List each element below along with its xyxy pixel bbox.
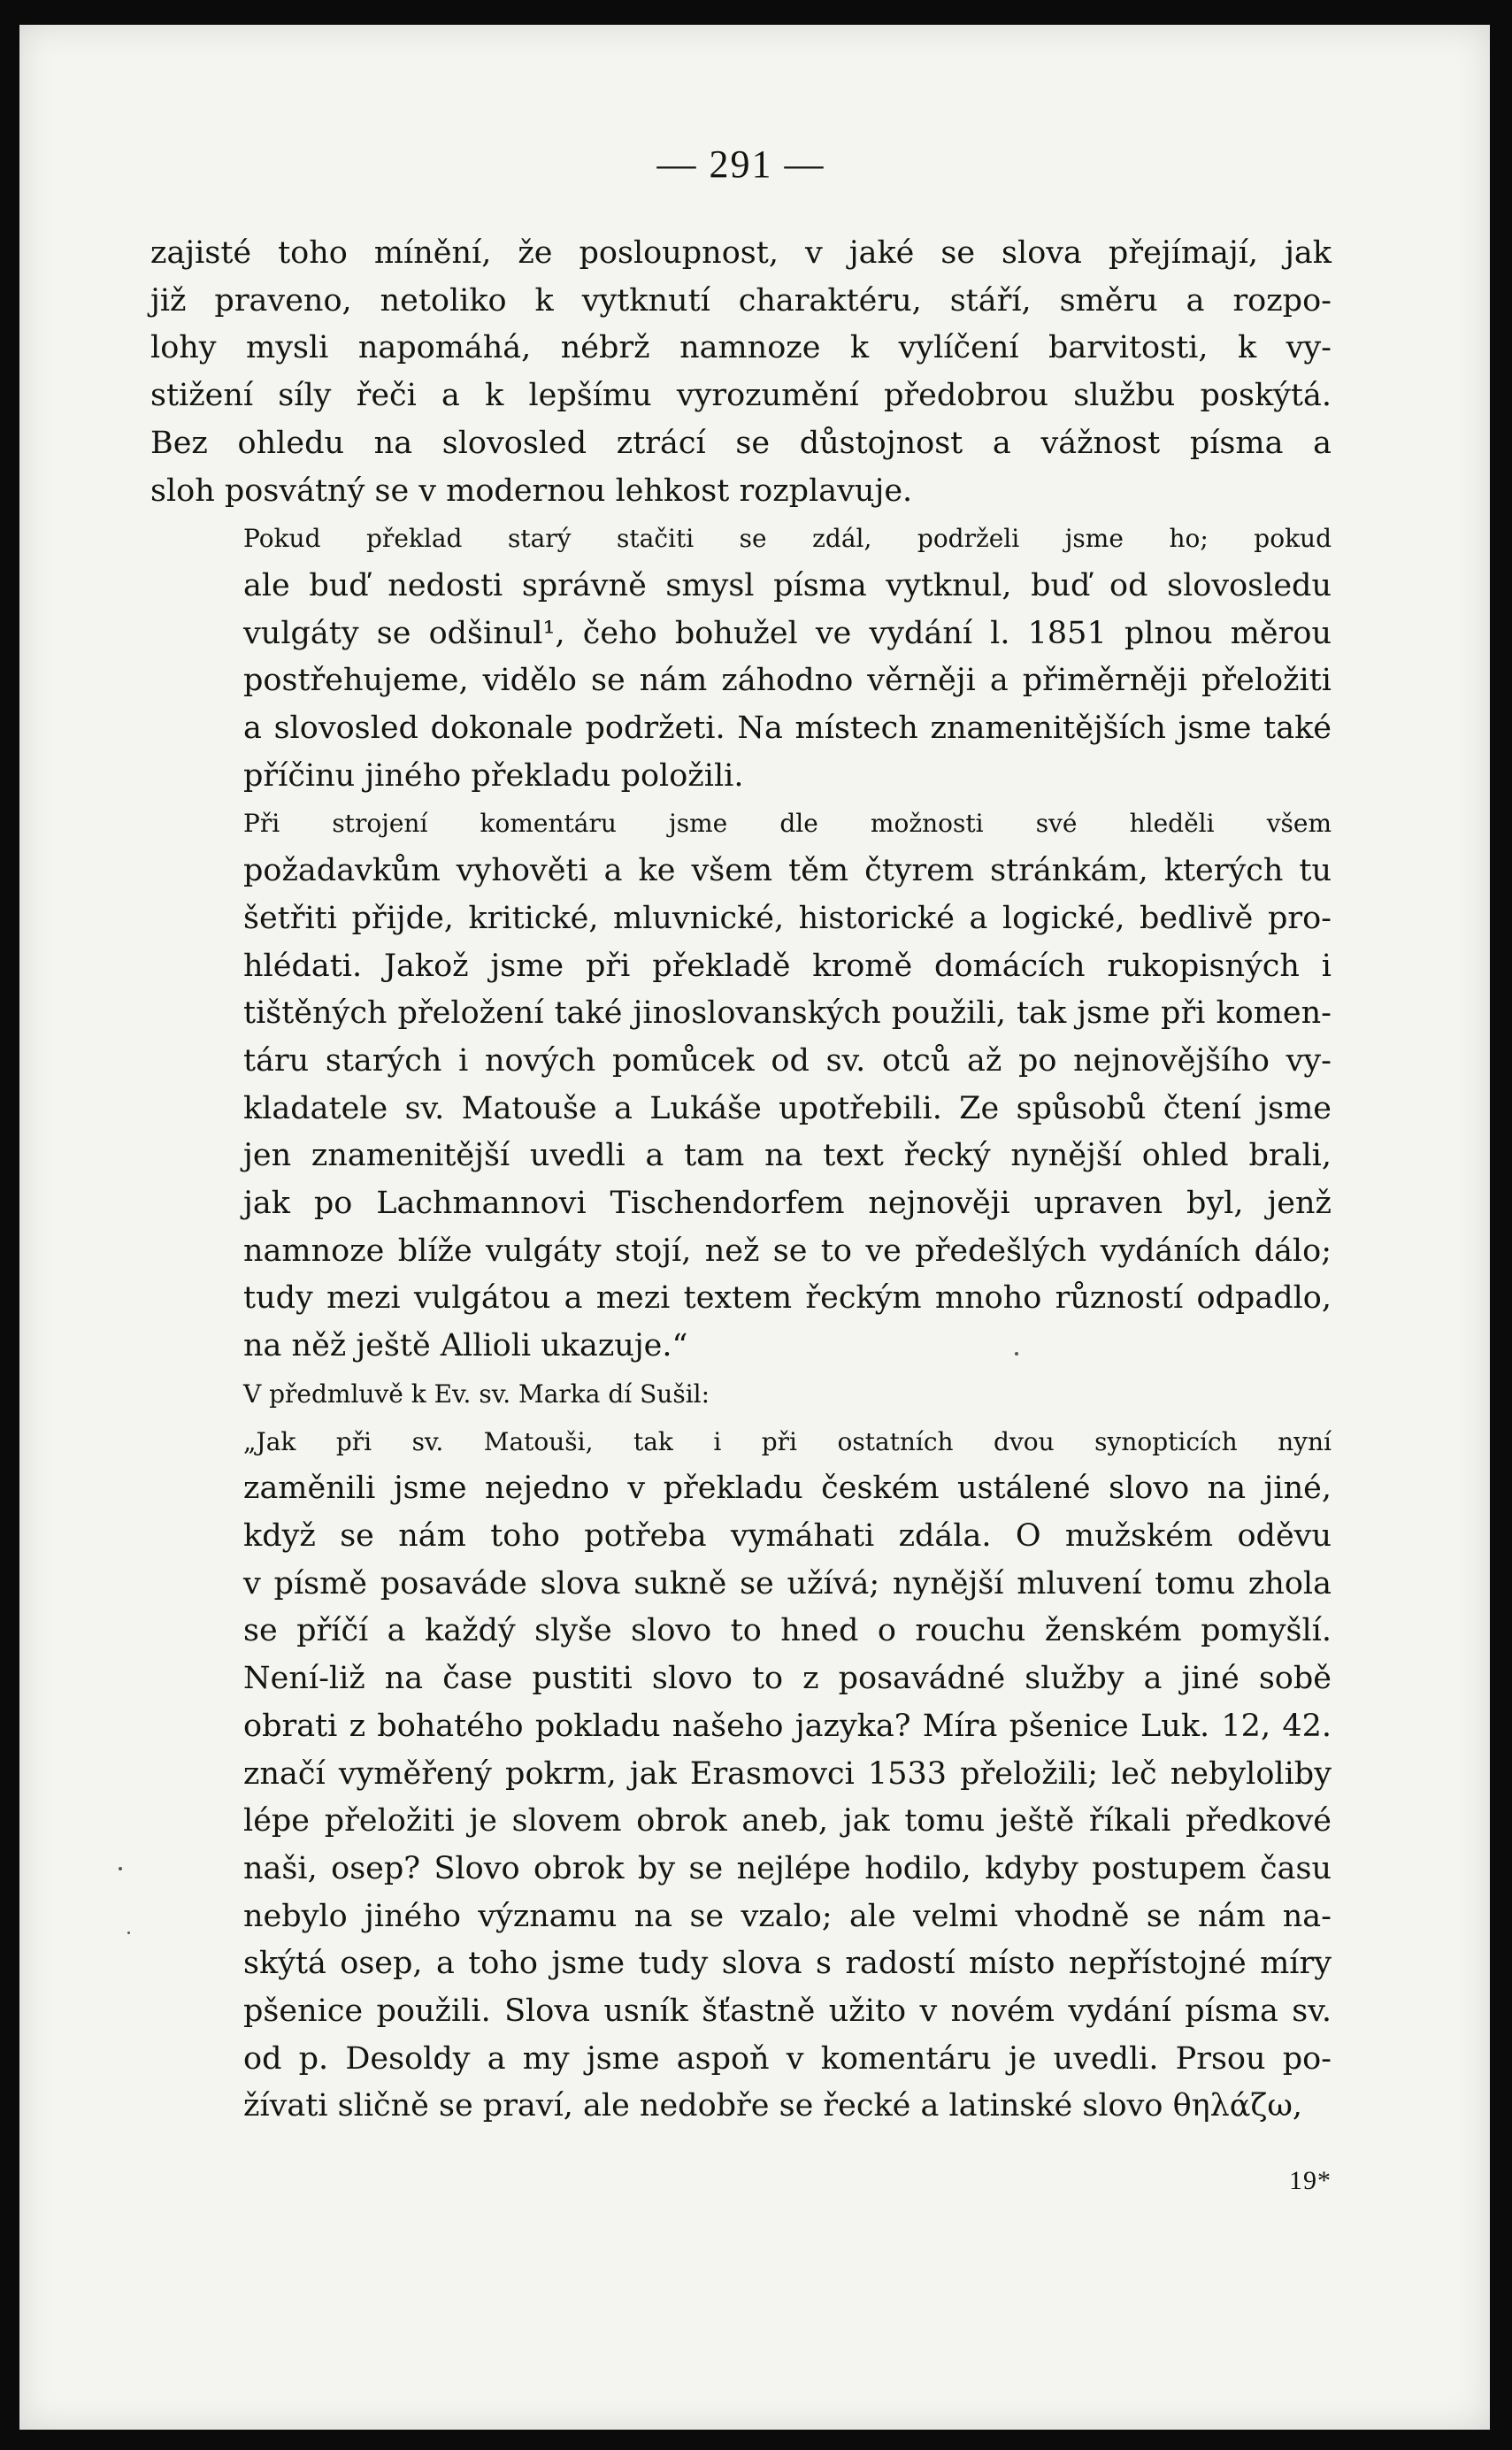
text-line: skýtá osep, a toho jsme tudy slova s radostí místo nepřístojné míry xyxy=(243,1946,1332,1982)
text-line: zajisté toho mínění, že posloupnost, v jaké se slova přejímají, jak xyxy=(150,235,1332,271)
text-line: Při strojení komentáru jsme dle možnosti své hleděli všem xyxy=(243,809,1332,839)
text-line: lohy mysli napomáhá, nébrž namnoze k vylíčení barvitosti, k vy- xyxy=(150,330,1332,366)
text-line: Pokud překlad starý stačiti se zdál, podrželi jsme ho; pokud xyxy=(243,524,1332,554)
text-line: jen znamenitější uvedli a tam na text řecký nynější ohled brali, xyxy=(243,1138,1332,1174)
text-line: Není-liž na čase pustiti slovo to z posavádné služby a jiné sobě xyxy=(243,1661,1332,1697)
text-line: od p. Desoldy a my jsme aspoň v komentáru je uvedli. Prsou po- xyxy=(243,2040,1332,2077)
text-line: zaměnili jsme nejedno v překladu českém ustálené slovo na jiné, xyxy=(243,1471,1332,1507)
scan-speck xyxy=(1015,1352,1018,1356)
text-line: tištěných přeložení také jinoslovanských použili, tak jsme při komen- xyxy=(243,995,1332,1032)
text-line: stižení síly řeči a k lepšímu vyrozumění předobrou službu poskýtá. xyxy=(150,378,1332,414)
paragraph xyxy=(150,515,1332,800)
paragraph xyxy=(150,230,1332,515)
text-line: lépe přeložiti je slovem obrok aneb, jak tomu ještě říkali předkové xyxy=(243,1803,1332,1839)
paragraph xyxy=(150,800,1332,1370)
book-page xyxy=(19,25,1490,2430)
text-line: ale buď nedosti správně smysl písma vytknul, buď od slovosledu xyxy=(243,567,1332,603)
text-line: kladatele sv. Matouše a Lukáše upotřebili. Ze spůsobů čtení jsme xyxy=(243,1090,1332,1126)
scan-speck xyxy=(119,1867,122,1870)
text-line: jak po Lachmannovi Tischendorfem nejnověji upraven byl, jenž xyxy=(243,1186,1332,1222)
text-line: požadavkům vyhověti a ke všem těm čtyrem stránkám, kterých tu xyxy=(243,853,1332,889)
text-line: táru starých i nových pomůcek od sv. otců až po nejnovějšího vy- xyxy=(243,1042,1332,1079)
page-body xyxy=(150,230,1332,2131)
text-line: příčinu jiného překladu položili. xyxy=(243,757,744,794)
text-line: hlédati. Jakož jsme při překladě kromě domácích rukopisných i xyxy=(243,948,1332,984)
text-line: tudy mezi vulgátou a mezi textem řeckým mnoho růzností odpadlo, xyxy=(243,1280,1332,1317)
text-line: sloh posvátný se v modernou lehkost rozplavuje. xyxy=(150,472,913,509)
page-number: — 291 — xyxy=(656,142,825,186)
paragraph xyxy=(150,1418,1332,2131)
text-line: V předmluvě k Ev. sv. Marka dí Sušil: xyxy=(243,1379,710,1409)
text-line: značí vyměřený pokrm, jak Erasmovci 1533 přeložili; leč nebyloliby xyxy=(243,1755,1332,1792)
text-line: šetřiti přijde, kritické, mluvnické, historické a logické, bedlivě pro- xyxy=(243,900,1332,936)
text-line: když se nám toho potřeba vymáhati zdála. O mužském oděvu xyxy=(243,1517,1332,1554)
text-line: namnoze blíže vulgáty stojí, než se to ve předešlých vydáních dálo; xyxy=(243,1233,1332,1269)
text-line: již praveno, netoliko k vytknutí charaktéru, stáří, směru a rozpo- xyxy=(150,282,1332,319)
text-line: „Jak při sv. Matouši, tak i při ostatních dvou synopticích nyní xyxy=(243,1426,1332,1456)
text-line: pšenice použili. Slova usník šťastně užito v novém vydání písma sv. xyxy=(243,1993,1332,2030)
text-line: v písmě posaváde slova sukně se užívá; nynější mluvení tomu zhola xyxy=(243,1565,1332,1601)
text-line: žívati sličně se praví, ale nedobře se řecké a latinské slovo θηλάζω, xyxy=(243,2088,1303,2124)
text-line: a slovosled dokonale podržeti. Na místech znamenitějších jsme také xyxy=(243,710,1332,747)
text-line: se příčí a každý slyše slovo to hned o rouchu ženském pomyšlí. xyxy=(243,1613,1332,1649)
text-line: nebylo jiného významu na se vzalo; ale velmi vhodně se nám na- xyxy=(243,1898,1332,1934)
text-line: obrati z bohatého pokladu našeho jazyka? Míra pšenice Luk. 12, 42. xyxy=(243,1708,1332,1744)
printer-signature: 19* xyxy=(1289,2166,1332,2195)
text-line: na něž ještě Allioli ukazuje.“ xyxy=(243,1328,688,1364)
text-line: naši, osep? Slovo obrok by se nejlépe hodilo, kdyby postupem času xyxy=(243,1850,1332,1886)
text-line: vulgáty se odšinul¹, čeho bohužel ve vydání l. 1851 plnou měrou xyxy=(243,615,1332,651)
text-line: Bez ohledu na slovosled ztrácí se důstojnost a vážnost písma a xyxy=(150,425,1332,461)
text-line: postřehujeme, vidělo se nám záhodno věrněji a přiměrněji přeložiti xyxy=(243,663,1332,699)
scan-speck xyxy=(127,1932,130,1934)
paragraph xyxy=(150,1371,1332,1418)
